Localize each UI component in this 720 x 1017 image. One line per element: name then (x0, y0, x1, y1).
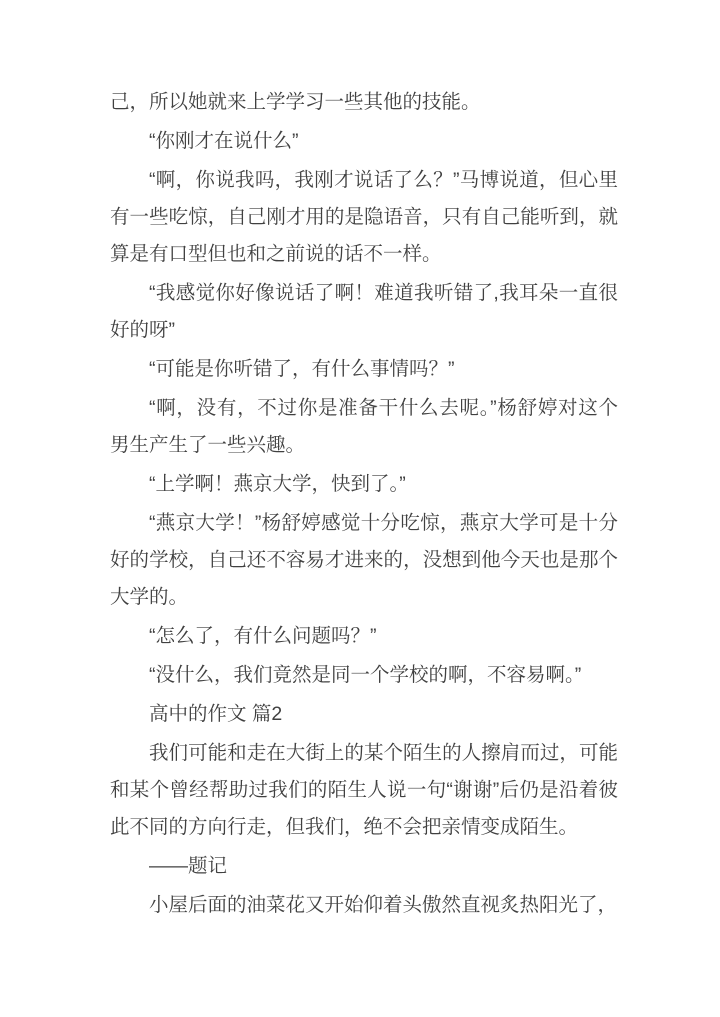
section-heading: 高中的作文 篇2 (149, 703, 283, 725)
body-paragraph: 小屋后面的油菜花又开始仰着头傲然直视炙热阳光了， (149, 894, 618, 916)
body-paragraph: 我们可能和走在大街上的某个陌生的人擦肩而过，可能和某个曾经帮助过我们的陌生人说一句“谢谢”后仍是沿着彼此不同的方向行走，但我们，绝不会把亲情变成陌生。 (110, 742, 618, 838)
dialogue-paragraph: “你刚才在说什么” (149, 130, 299, 152)
epigraph-marker: ——题记 (149, 855, 228, 877)
dialogue-paragraph: “啊，没有，不过你是准备干什么去呢。”杨舒婷对这个男生产生了一些兴趣。 (110, 397, 618, 456)
dialogue-paragraph: “怎么了，有什么问题吗？” (149, 625, 377, 647)
dialogue-paragraph: “燕京大学！”杨舒婷感觉十分吃惊，燕京大学可是十分好的学校，自己还不容易才进来的，没想到他今天也是那个大学的。 (110, 512, 618, 608)
dialogue-paragraph: “上学啊！燕京大学，快到了。” (149, 473, 406, 495)
paragraph-continuation: 己，所以她就来上学学习一些其他的技能。 (110, 91, 481, 113)
essay-body (110, 84, 618, 924)
dialogue-paragraph: “我感觉你好像说话了啊！难道我听错了,我耳朵一直很好的呀” (110, 282, 618, 341)
dialogue-paragraph: “可能是你听错了，有什么事情吗？” (149, 358, 455, 380)
dialogue-paragraph: “啊，你说我吗，我刚才说话了么？”马博说道，但心里有一些吃惊，自己刚才用的是隐语音，只有自己能听到，就算是有口型但也和之前说的话不一样。 (110, 169, 618, 265)
dialogue-paragraph: “没什么，我们竟然是同一个学校的啊，不容易啊。” (149, 664, 582, 686)
